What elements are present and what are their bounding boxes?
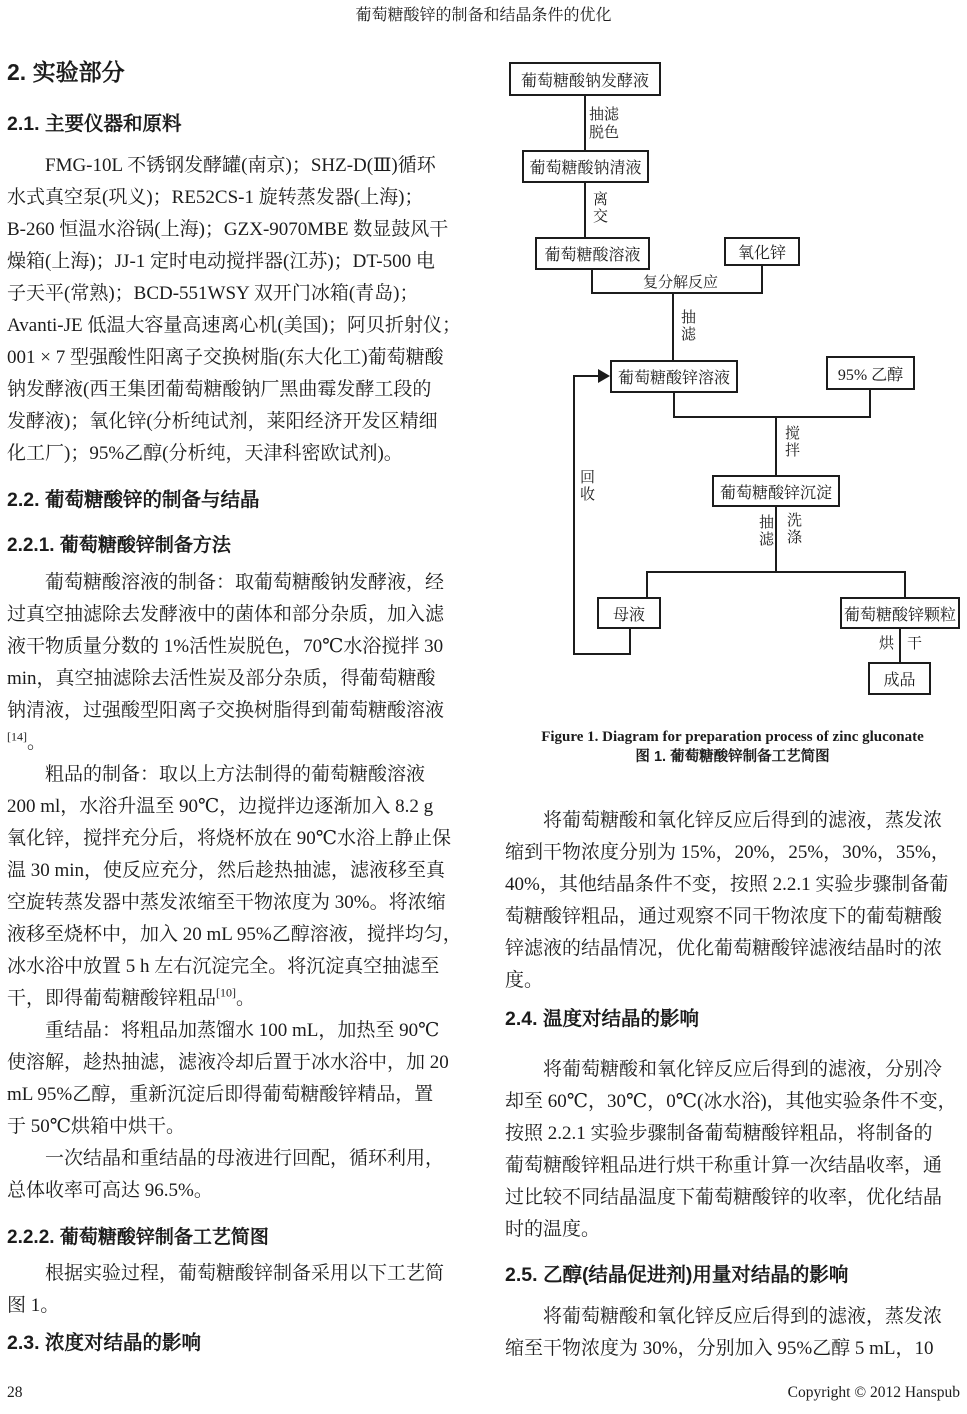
section-heading-2-4: 2.4. 温度对结晶的影响 — [505, 1008, 699, 1030]
edge-label-recycle: 回收 — [578, 469, 594, 503]
running-header: 葡萄糖酸锌的制备和结晶条件的优化 — [355, 7, 612, 24]
right-column — [505, 55, 960, 1365]
text-line: 时的温度。 — [505, 1219, 601, 1240]
paragraph-ethanol-effect — [505, 1301, 960, 1365]
paragraph-concentration-effect — [505, 805, 960, 997]
paragraph-diagram-intro — [7, 1258, 462, 1322]
text-line: 度。 — [505, 970, 544, 991]
text-line: 发酵液)；氧化锌(分析纯试剂，莱阳经济开发区精细 — [7, 411, 438, 432]
flow-line — [584, 96, 586, 150]
flow-line — [775, 507, 777, 573]
text-line: 葡萄糖酸锌粗品进行烘干称重计算一次结晶收率，通 — [505, 1155, 943, 1176]
text-line: 空旋转蒸发器中蒸发浓缩至干物浓度为 30%。将浓缩 — [7, 892, 446, 913]
crude-tail-period: 。 — [236, 988, 256, 1009]
flow-node-ethanol-95: 95% 乙醇 — [826, 356, 915, 390]
figure-1-caption-en: Figure 1. Diagram for preparation process of zinc gluconate — [541, 729, 924, 745]
paragraph-temperature-effect — [505, 1054, 960, 1246]
text-line: 图 1。 — [7, 1295, 60, 1316]
flow-line — [899, 629, 901, 662]
text-line: 钠清液，过强酸型阳离子交换树脂得到葡萄糖酸溶液 — [7, 700, 445, 721]
edge-label-suction-filter-3: 抽滤 — [757, 514, 773, 548]
text-line: 却至 60℃，30℃，0℃(冰水浴)，其他实验条件不变， — [505, 1091, 957, 1112]
flow-line — [646, 571, 648, 597]
text-line: 化工厂)；95%乙醇(分析纯，天津科密欧试剂)。 — [7, 443, 403, 464]
text-line: Avanti-JE 低温大容量高速离心机(美国)；阿贝折射仪； — [7, 315, 462, 336]
left-column — [7, 55, 462, 1356]
edge-label-decolor: 脱色 — [589, 125, 620, 141]
flow-line — [673, 393, 675, 418]
flow-node-product: 成品 — [868, 662, 931, 695]
two-column-body — [0, 55, 967, 1365]
reference-line-period: 。 — [27, 732, 47, 753]
flow-line — [904, 571, 906, 597]
section-heading-2-1: 2.1. 主要仪器和原料 — [7, 113, 182, 135]
citation-14: [14] — [7, 729, 27, 744]
text-line: 根据实验过程，葡萄糖酸锌制备采用以下工艺简 — [45, 1263, 445, 1284]
text-line: mL 95%乙醇，重新沉淀后即得葡萄糖酸锌精品，置 — [7, 1084, 434, 1105]
text-line: B-260 恒温水浴锅(上海)；GZX-9070MBE 数显鼓风干 — [7, 219, 449, 240]
text-line: FMG-10L 不锈钢发酵罐(南京)；SHZ-D(Ⅲ)循环 — [45, 155, 436, 176]
paragraph-mother-liquor-recycle — [7, 1143, 462, 1207]
text-line: 001 × 7 型强酸性阳离子交换树脂(东大化工)葡萄糖酸 — [7, 347, 444, 368]
flow-line — [869, 390, 871, 418]
paragraph-crude-product — [7, 759, 462, 983]
flow-node-zinc-oxide: 氧化锌 — [724, 237, 800, 266]
flow-line — [672, 292, 674, 360]
flow-line — [591, 270, 593, 294]
text-line: 温 30 min，使反应充分，然后趁热抽滤，滤液移至真 — [7, 860, 446, 881]
text-line: 过比较不同结晶温度下葡萄糖酸锌的收率，优化结晶 — [505, 1187, 943, 1208]
flow-line — [775, 416, 777, 475]
copyright-notice: Copyright © 2012 Hanspub — [787, 1384, 960, 1401]
flow-line — [673, 416, 871, 418]
section-heading-2-2-1: 2.2.1. 葡萄糖酸锌制备方法 — [7, 535, 231, 556]
text-line: 萄糖酸锌粗品，通过观察不同干物浓度下的葡萄糖酸 — [505, 906, 943, 927]
text-line: 缩到干物浓度分别为 15%，20%，25%，30%，35%， — [505, 842, 950, 863]
edge-label-dry-left: 烘 — [879, 636, 895, 652]
figure-1-flowchart — [505, 55, 960, 713]
flow-node-fermentation: 葡萄糖酸钠发酵液 — [509, 62, 661, 96]
edge-label-suction-filter-2: 抽滤 — [679, 309, 695, 343]
text-line: 按照 2.2.1 实验步骤制备葡萄糖酸锌粗品，将制备的 — [505, 1123, 933, 1144]
flow-line — [591, 292, 763, 294]
paragraph-recrystallization — [7, 1015, 462, 1143]
text-line: 子天平(常熟)；BCD-551WSY 双开门冰箱(青岛)； — [7, 283, 419, 304]
text-line: 氧化锌，搅拌充分后，将烧杯放在 90℃水浴上静止保 — [7, 828, 452, 849]
edge-label-wash: 洗涤 — [785, 512, 801, 546]
figure-1-caption-zh: 图 1. 葡萄糖酸锌制备工艺简图 — [635, 749, 830, 765]
page-footer — [7, 1384, 960, 1402]
edge-label-dry-right: 干 — [907, 636, 923, 652]
text-line: 重结晶：将粗品加蒸馏水 100 mL，加热至 90℃ — [45, 1020, 440, 1041]
edge-label-suction-filter: 抽滤 — [589, 107, 620, 123]
flow-line — [629, 629, 631, 655]
section-heading-2-2-2: 2.2.2. 葡萄糖酸锌制备工艺简图 — [7, 1227, 269, 1248]
section-heading-2-3: 2.3. 浓度对结晶的影响 — [7, 1332, 201, 1354]
text-line: 将葡萄糖酸和氧化锌反应后得到的滤液，分别冷 — [543, 1059, 943, 1080]
text-line: 锌滤液的结晶情况，优化葡萄糖酸锌滤液结晶时的浓 — [505, 938, 943, 959]
reference-line-14 — [7, 727, 462, 759]
citation-10: [10] — [216, 985, 237, 1000]
page-number: 28 — [7, 1384, 23, 1401]
paragraph-instruments — [7, 150, 462, 470]
text-line: 水式真空泵(巩义)；RE52CS-1 旋转蒸发器(上海)； — [7, 187, 424, 208]
edge-label-stir: 搅拌 — [783, 425, 799, 459]
text-line: 将葡萄糖酸和氧化锌反应后得到的滤液，蒸发浓 — [543, 1306, 943, 1327]
text-line: 液移至烧杯中，加入 20 mL 95%乙醇溶液，搅拌均匀， — [7, 924, 462, 945]
section-heading-2-2: 2.2. 葡萄糖酸锌的制备与结晶 — [7, 489, 260, 511]
edge-label-metathesis: 复分解反应 — [643, 275, 719, 291]
text-line: 燥箱(上海)；JJ-1 定时电动搅拌器(江苏)；DT-500 电 — [7, 251, 435, 272]
paragraph-crude-last-line — [7, 983, 462, 1015]
flow-node-zinc-gluconate-solution: 葡萄糖酸锌溶液 — [610, 360, 738, 393]
text-line: 过真空抽滤除去发酵液中的菌体和部分杂质，加入滤 — [7, 604, 445, 625]
text-line: 一次结晶和重结晶的母液进行回配，循环利用， — [45, 1148, 445, 1169]
crude-tail-text: 干，即得葡萄糖酸锌粗品 — [7, 988, 217, 1009]
text-line: 于 50℃烘箱中烘干。 — [7, 1116, 186, 1137]
arrowhead-icon — [598, 369, 610, 383]
text-line: 使溶解，趁热抽滤，滤液冷却后置于冰水浴中，加 20 — [7, 1052, 449, 1073]
flow-line — [573, 653, 631, 655]
text-line: min，真空抽滤除去活性炭及部分杂质，得葡萄糖酸 — [7, 668, 436, 689]
edge-label-ion-exchange: 离交 — [591, 191, 607, 225]
flow-line-recycle — [573, 375, 601, 377]
text-line: 冰水浴中放置 5 h 左右沉淀完全。将沉淀真空抽滤至 — [7, 956, 440, 977]
text-line: 钠发酵液(西王集团葡萄糖酸钠厂黑曲霉发酵工段的 — [7, 379, 432, 400]
text-line: 将葡萄糖酸和氧化锌反应后得到的滤液，蒸发浓 — [543, 810, 943, 831]
flow-node-mother-liquor: 母液 — [597, 597, 661, 629]
text-line: 粗品的制备：取以上方法制得的葡萄糖酸溶液 — [45, 764, 426, 785]
flow-line — [761, 266, 763, 294]
flow-node-precipitate: 葡萄糖酸锌沉淀 — [712, 475, 840, 507]
text-line: 缩至干物浓度为 30%，分别加入 95%乙醇 5 mL，10 — [505, 1338, 934, 1359]
text-line: 总体收率可高达 96.5%。 — [7, 1180, 213, 1201]
flow-line — [584, 183, 586, 237]
text-line: 200 ml，水浴升温至 90℃，边搅拌边逐渐加入 8.2 g — [7, 796, 434, 817]
paragraph-gluconic-solution — [7, 567, 462, 727]
text-line: 40%，其他结晶条件不变，按照 2.2.1 实验步骤制备葡 — [505, 874, 949, 895]
flow-node-gluconic-solution: 葡萄糖酸溶液 — [535, 237, 650, 270]
flow-node-clear-liquid: 葡萄糖酸钠清液 — [522, 150, 649, 183]
text-line: 葡萄糖酸溶液的制备：取葡萄糖酸钠发酵液，经 — [45, 572, 445, 593]
section-heading-2: 2. 实验部分 — [7, 59, 125, 85]
flow-line — [646, 571, 906, 573]
text-line: 液干物质量分数的 1%活性炭脱色，70℃水浴搅拌 30 — [7, 636, 444, 657]
section-heading-2-5: 2.5. 乙醇(结晶促进剂)用量对结晶的影响 — [505, 1264, 849, 1286]
flow-line-recycle — [573, 375, 575, 655]
flow-node-granules: 葡萄糖酸锌颗粒 — [840, 597, 960, 629]
